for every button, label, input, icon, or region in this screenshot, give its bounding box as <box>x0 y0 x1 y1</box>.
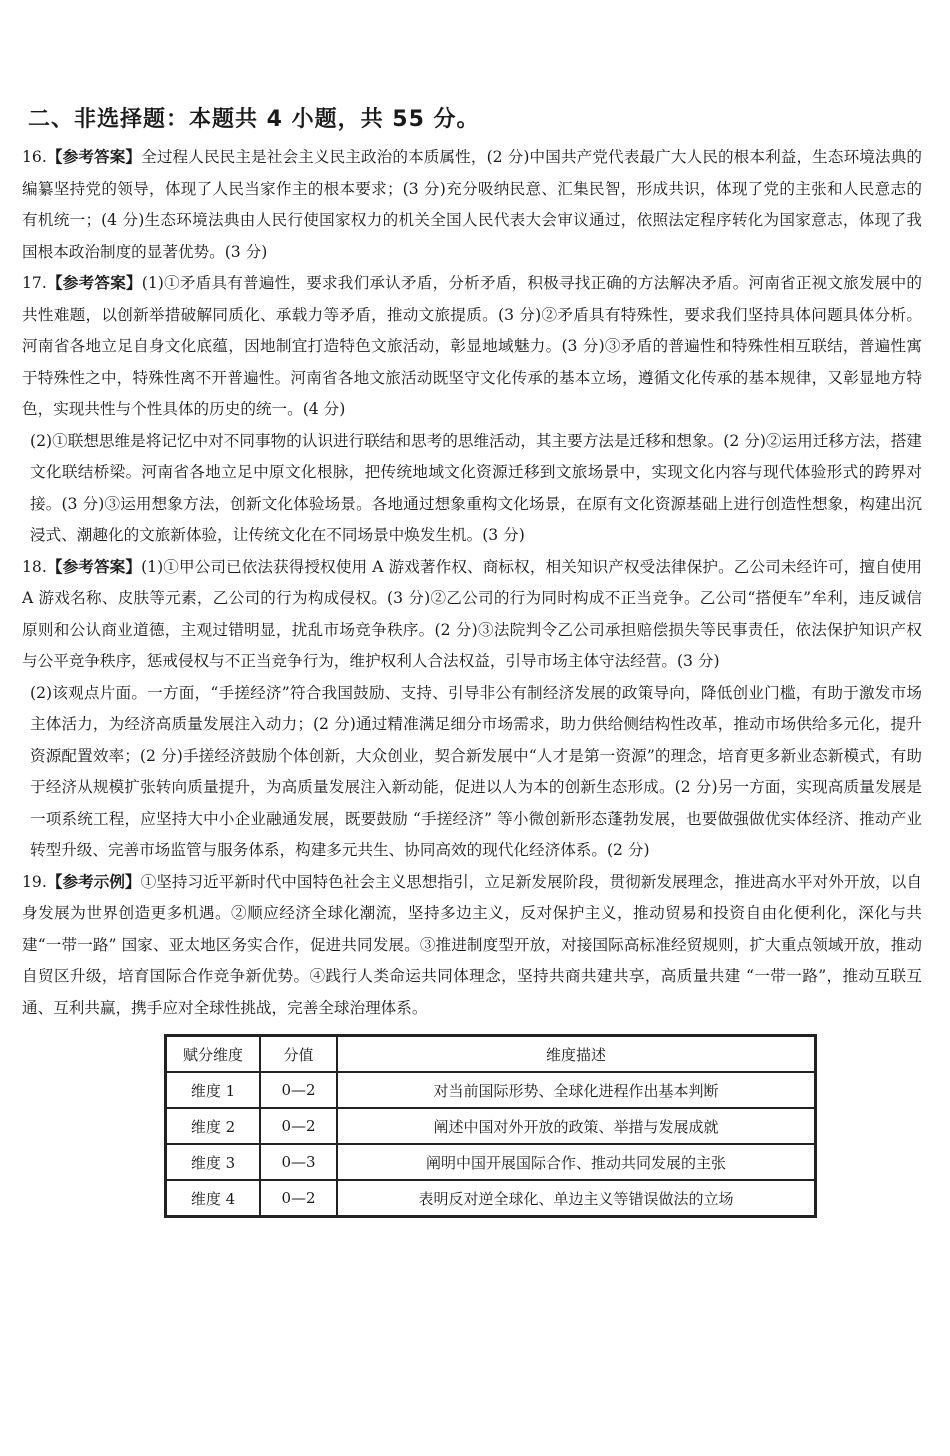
scoring-table <box>164 1034 817 1218</box>
q19-paragraph <box>22 867 922 1025</box>
q16-number: 16. <box>22 148 47 166</box>
table-row <box>166 1180 816 1217</box>
table-row <box>166 1108 816 1144</box>
q17-paragraph-2: (2)①联想思维是将记忆中对不同事物的认识进行联结和思考的思维活动，其主要方法是迁移和想象。(2 分)②运用迁移方法，搭建文化联结桥梁。河南省各地立足中原文化根脉，把传统地域文化资源迁移到文旅场景中，实现文化内容与现代体验形式的跨界对接。(3 分)③运用想象方法，创新文化体验场景。各地通过想象重构文化场景，在原有文化资源基础上进行创造性想象，构建出沉浸式、潮趣化的文旅新体验，让传统文化在不同场景中焕发生机。(3 分) <box>30 431 922 544</box>
q19-text: ①坚持习近平新时代中国特色社会主义思想指引，立足新发展阶段，贯彻新发展理念，推进高水平对外开放，以自身发展为世界创造更多机遇。②顺应经济全球化潮流，坚持多边主义，反对保护主义，推动贸易和投资自由化便利化，深化与共建“一带一路” 国家、亚太地区务实合作，促进共同发展。③推进制度型开放，对接国际高标准经贸规则，扩大重点领域开放，推动自贸区升级，培育国际合作竞争新优势。④践行人类命运共同体理念，坚持共商共建共享，高质量共建 “一带一路”，推动互联互通、互利共赢，携手应对全球性挑战，完善全球治理体系。 <box>22 872 922 1017</box>
cell-description: 阐明中国开展国际合作、推动共同发展的主张 <box>337 1144 816 1180</box>
table-row <box>166 1144 816 1180</box>
q18-part1: (1)①甲公司已依法获得授权使用 A 游戏著作权、商标权，相关知识产权受法律保护。乙公司未经许可，擅自使用 A 游戏名称、皮肤等元素，乙公司的行为构成侵权。(3 分)②乙公司的行为同时构成不正当竞争。乙公司“搭便车”牟利，违反诚信原则和公认商业道德，主观过错明显，扰乱市场竞争秩序。(2 分)③法院判令乙公司承担赔偿损失等民事责任，依法保护知识产权与公平竞争秩序，惩戒侵权与不正当竞争行为，维护权利人合法权益，引导市场主体守法经营。(3 分) <box>22 557 922 670</box>
header-dimension: 赋分维度 <box>166 1036 261 1073</box>
question-16 <box>22 142 922 268</box>
cell-dimension: 维度 4 <box>166 1180 261 1217</box>
header-description: 维度描述 <box>337 1036 816 1073</box>
cell-score: 0—2 <box>260 1108 337 1144</box>
cell-dimension: 维度 2 <box>166 1108 261 1144</box>
q17-part1: (1)①矛盾具有普遍性，要求我们承认矛盾，分析矛盾，积极寻找正确的方法解决矛盾。河南省正视文旅发展中的共性难题，以创新举措破解同质化、承载力等矛盾，推动文旅提质。(3 分)②矛盾具有特殊性，要求我们坚持具体问题具体分析。河南省各地立足自身文化底蕴，因地制宜打造特色文旅活动，彰显地域魅力。(3 分)③矛盾的普遍性和特殊性相互联结，普遍性寓于特殊性之中，特殊性离不开普遍性。河南省各地文旅活动既坚守文化传承的基本立场，遵循文化传承的基本规律，又彰显地方特色，实现共性与个性具体的历史的统一。(4 分) <box>22 274 922 418</box>
q18-paragraph-1 <box>22 552 922 678</box>
table-row <box>166 1072 816 1108</box>
q18-number: 18. <box>22 557 47 576</box>
q16-text: 全过程人民民主是社会主义民主政治的本质属性，(2 分)中国共产党代表最广大人民的根本利益，生态环境法典的编纂坚持党的领导，体现了人民当家作主的根本要求；(3 分)充分吸纳民意、汇集民智，形成共识，体现了党的主张和人民意志的有机统一；(4 分)生态环境法典由人民行使国家权力的机关全国人民代表大会审议通过，依照法定程序转化为国家意志，体现了我国根本政治制度的显著优势。(3 分) <box>22 148 922 261</box>
q16-tag: 【参考答案】 <box>46 148 142 166</box>
cell-score: 0—2 <box>260 1180 337 1217</box>
question-19 <box>22 867 922 1025</box>
cell-dimension: 维度 3 <box>166 1144 261 1180</box>
q17-number: 17. <box>22 274 47 292</box>
q19-tag: 【参考示例】 <box>46 872 141 891</box>
question-17 <box>22 268 922 552</box>
table-header-row <box>166 1036 816 1073</box>
q16-paragraph <box>22 142 922 268</box>
cell-dimension: 维度 1 <box>166 1072 261 1108</box>
q17-paragraph-1 <box>22 268 922 426</box>
cell-description: 表明反对逆全球化、单边主义等错误做法的立场 <box>337 1180 816 1217</box>
cell-score: 0—2 <box>260 1072 337 1108</box>
question-18 <box>22 552 922 867</box>
q18-paragraph-2: (2)该观点片面。一方面，“手搓经济”符合我国鼓励、支持、引导非公有制经济发展的政策导向，降低创业门槛，有助于激发市场主体活力，为经济高质量发展注入动力；(2 分)通过精准满足细分市场需求，助力供给侧结构性改革，推动市场供给多元化，提升资源配置效率；(2 分)手搓经济鼓励个体创新，大众创业，契合新发展中“人才是第一资源”的理念，培育更多新业态新模式，有助于经济从规模扩张转向质量提升，为高质量发展注入新动能，促进以人为本的创新生态形成。(2 分)另一方面，实现高质量发展是一项系统工程，应坚持大中小企业融通发展，既要鼓励 “手搓经济” 等小微创新形态蓬勃发展，也要做强做优实体经济、推动产业转型升级、完善市场监管与服务体系，构建多元共生、协同高效的现代化经济体系。(2 分) <box>30 683 922 859</box>
q18-tag: 【参考答案】 <box>46 557 142 576</box>
scoring-table-wrap <box>164 1034 922 1218</box>
section-title: 二、非选择题：本题共 4 小题，共 55 分。 <box>28 107 480 132</box>
cell-score: 0—3 <box>260 1144 337 1180</box>
header-score: 分值 <box>260 1036 337 1073</box>
cell-description: 阐述中国对外开放的政策、举措与发展成就 <box>337 1108 816 1144</box>
q17-tag: 【参考答案】 <box>46 274 142 292</box>
q19-number: 19. <box>22 872 47 891</box>
cell-description: 对当前国际形势、全球化进程作出基本判断 <box>337 1072 816 1108</box>
